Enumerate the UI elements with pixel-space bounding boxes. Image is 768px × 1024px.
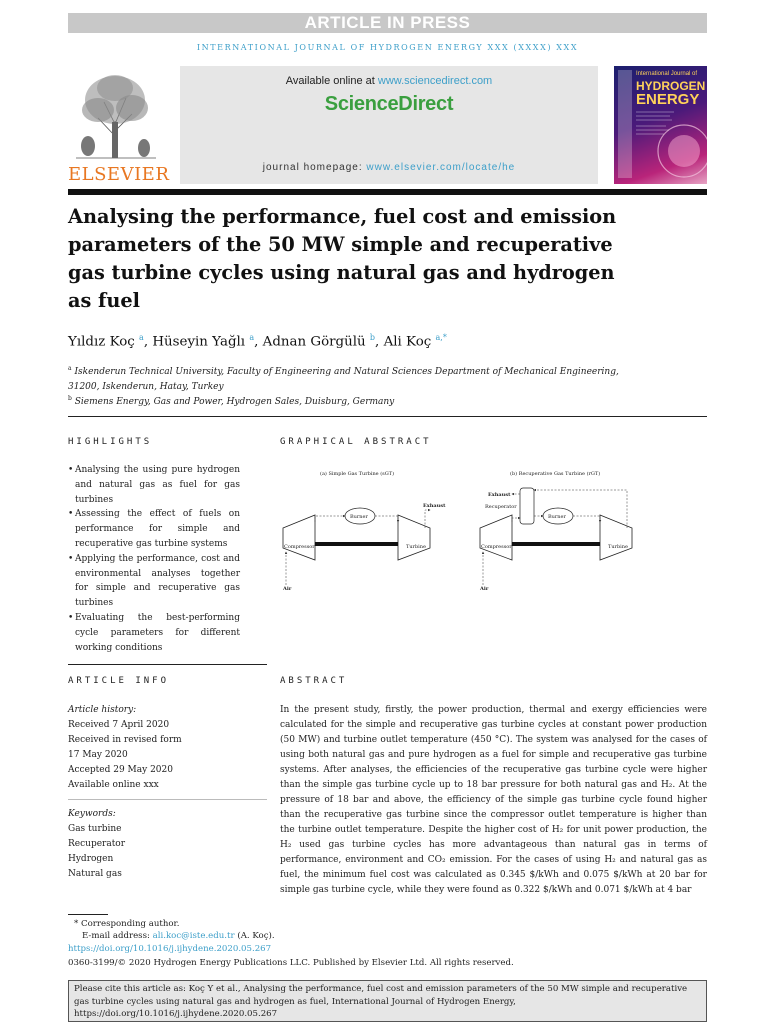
article-info-heading: ARTICLE INFO <box>68 676 170 686</box>
ga-right-turbine-label: Turbine <box>608 544 628 550</box>
keyword-item[interactable]: Recuperator <box>68 839 126 849</box>
keyword-item[interactable]: Natural gas <box>68 869 122 879</box>
author-name[interactable]: Adnan Görgülü <box>262 334 366 350</box>
affiliation-mark: a <box>68 365 72 372</box>
ga-left-compressor-shape <box>283 515 315 560</box>
revised-label: Received in revised form <box>68 735 182 745</box>
author-affil-mark[interactable]: a <box>139 333 144 342</box>
sciencedirect-header <box>180 66 598 184</box>
doi-link[interactable]: https://doi.org/10.1016/j.ijhydene.2020.05.267 <box>68 944 272 954</box>
affiliation-mark: b <box>68 395 72 402</box>
author-list <box>68 333 707 349</box>
ga-left-title: (a) Simple Gas Turbine (sGT) <box>320 471 395 477</box>
ga-left-compressor-label: Compressor <box>284 544 315 550</box>
affiliation-text: Iskenderun Technical University, Faculty of Engineering and Natural Sciences Department of Mechanical Engineering, 31200, Iskenderun, Hatay, Turkey <box>68 367 619 392</box>
author-affil-mark[interactable]: a,* <box>435 333 447 342</box>
keyword-item[interactable]: Gas turbine <box>68 824 122 834</box>
homepage-label: journal homepage: <box>262 162 367 173</box>
abstract-heading: ABSTRACT <box>280 676 348 686</box>
highlights-divider <box>68 664 267 665</box>
author-separator: , <box>143 334 153 350</box>
cover-graphic-icon <box>614 66 707 184</box>
keywords-label: Keywords: <box>68 809 116 819</box>
info-divider <box>68 799 267 800</box>
highlight-item: • Evaluating the best-performing cycle parameters for different working conditions <box>68 611 240 655</box>
available-online <box>180 75 598 87</box>
ga-right-exhaust-label: Exhaust <box>488 492 511 498</box>
header-divider <box>68 189 707 195</box>
elsevier-wordmark: ELSEVIER <box>68 164 170 185</box>
author-name[interactable]: Yıldız Koç <box>68 334 135 350</box>
ga-right-compressor-label: Compressor <box>481 544 512 550</box>
article-history <box>68 703 268 793</box>
revised-date: 17 May 2020 <box>68 750 128 760</box>
accepted-date: Accepted 29 May 2020 <box>68 765 173 775</box>
sciencedirect-link[interactable]: www.sciencedirect.com <box>377 75 493 87</box>
keywords <box>68 807 268 882</box>
authors-divider <box>68 416 707 417</box>
citation-box <box>68 980 707 1022</box>
cover-subtitle: International Journal of <box>636 71 698 77</box>
journal-running-header: INTERNATIONAL JOURNAL OF HYDROGEN ENERGY XXX (XXXX) XXX <box>196 43 579 52</box>
footnote-divider <box>68 914 108 915</box>
journal-homepage <box>180 162 598 173</box>
sciencedirect-logo[interactable]: ScienceDirect <box>324 93 454 115</box>
online-date: Available online xxx <box>68 780 159 790</box>
ga-right-burner-label: Burner <box>548 514 566 520</box>
ga-right-recuperator-label: Recuperator <box>485 504 517 510</box>
highlight-item: • Analysing the using pure hydrogen and natural gas as fuel for gas turbines <box>68 463 240 507</box>
author-affil-mark[interactable]: a <box>249 333 255 342</box>
ga-right-shaft <box>512 542 600 546</box>
highlights-heading: HIGHLIGHTS <box>68 437 153 447</box>
ga-right-air-label: Air <box>480 586 489 592</box>
ga-left-turbine-label: Turbine <box>406 544 426 550</box>
highlight-item: • Assessing the effect of fuels on performance for simple and recuperative gas turbine systems <box>68 507 240 551</box>
elsevier-tree-icon <box>68 66 163 164</box>
abstract-text: In the present study, firstly, the power production, thermal and exergy efficiencies were calculated for the simple and recuperative gas turbine cycles at constant power production (50 MW) and turbine outlet temperature (450 °C). The system was analysed for the cases of using both natural gas and pure hydrogen as a fuel for simple and recuperative gas turbine systems. After analyses, the efficiencies of the recuperative gas turbine cycle were higher than the simple gas turbine cycle up to 18 bar pressure for both natural gas and H₂. At the pressure of 18 bar and above, the efficiency of the simple gas turbine cycle found higher than the recuperative gas turbine since the compressor outlet temperature is higher than the turbine outlet temperature. Despite the higher cost of H₂ for unit power production, the H₂ used gas turbine cycles has more advantageous than natural gas in terms of performance, environment and CO₂ emission. For the cases of using H₂ and natural gas as fuel, the minimum fuel cost was calculated as 0.345 $/kWh and 0.075 $/kWh at 20 bar for simple gas turbine cycle, while they were found as 0.322 $/kWh and 0.071 $/kWh at 4 bar <box>280 705 707 895</box>
graphical-abstract-heading: GRAPHICAL ABSTRACT <box>280 437 432 447</box>
author-separator: , <box>254 334 263 350</box>
copyright-line: 0360-3199/© 2020 Hydrogen Energy Publications LLC. Published by Elsevier Ltd. All rights reserved. <box>68 958 514 968</box>
email-label: E-mail address: <box>82 931 153 941</box>
ga-left-turbine-shape <box>398 515 430 560</box>
ga-left-shaft <box>315 542 398 546</box>
citation-text: Please cite this article as: Koç Y et al., Analysing the performance, fuel cost and emission parameters of the 50 MW simple and recuperative gas turbine cycles using natural gas and hydrogen as fuel, International Journal of Hydrogen Energy, https://doi.org/10.1016/j.ijhydene.2020.05.267 <box>74 984 688 1019</box>
ga-right-turbine-shape <box>600 515 632 560</box>
author-separator: , <box>375 334 384 350</box>
highlights-list <box>68 463 240 655</box>
ga-right-title: (b) Recuperative Gas Turbine (rGT) <box>510 471 601 477</box>
author-name[interactable]: Ali Koç <box>383 334 432 350</box>
corresponding-note: * Corresponding author. <box>74 919 180 929</box>
ga-left-exhaust-label: Exhaust <box>423 503 446 509</box>
history-label: Article history: <box>68 705 137 715</box>
ga-left-air-label: Air <box>283 586 292 592</box>
affiliation-a <box>68 361 628 395</box>
available-label: Available online at <box>285 75 378 87</box>
article-title: Analysing the performance, fuel cost and emission parameters of the 50 MW simple and recuperative gas turbine cycles using natural gas and hydrogen as fuel <box>68 205 617 312</box>
ga-right-recuperator-shape <box>520 488 534 524</box>
cover-title-energy: ENERGY <box>636 91 700 108</box>
affiliation-b <box>68 391 628 410</box>
journal-cover[interactable] <box>614 66 707 184</box>
email-line <box>82 930 275 942</box>
keyword-item[interactable]: Hydrogen <box>68 854 114 864</box>
author-affil-mark[interactable]: b <box>369 333 376 342</box>
cover-title-hydrogen: HYDROGEN <box>636 79 706 93</box>
affiliation-text: Siemens Energy, Gas and Power, Hydrogen Sales, Duisburg, Germany <box>74 397 395 407</box>
ga-right-compressor-shape <box>480 515 512 560</box>
received-date: Received 7 April 2020 <box>68 720 170 730</box>
author-name[interactable]: Hüseyin Yağlı <box>152 334 246 350</box>
journal-homepage-link[interactable]: www.elsevier.com/locate/he <box>366 162 516 173</box>
email-suffix: (A. Koç). <box>234 931 275 941</box>
doi-line <box>68 943 271 955</box>
graphical-abstract-diagram[interactable] <box>280 460 650 610</box>
email-link[interactable]: ali.koc@iste.edu.tr <box>152 931 235 941</box>
elsevier-logo[interactable] <box>68 66 178 184</box>
article-in-press-banner: ARTICLE IN PRESS <box>68 13 707 33</box>
ga-left-burner-label: Burner <box>350 514 368 520</box>
highlight-item: • Applying the performance, cost and environmental analyses together for simple and recuperative gas turbines <box>68 552 240 611</box>
